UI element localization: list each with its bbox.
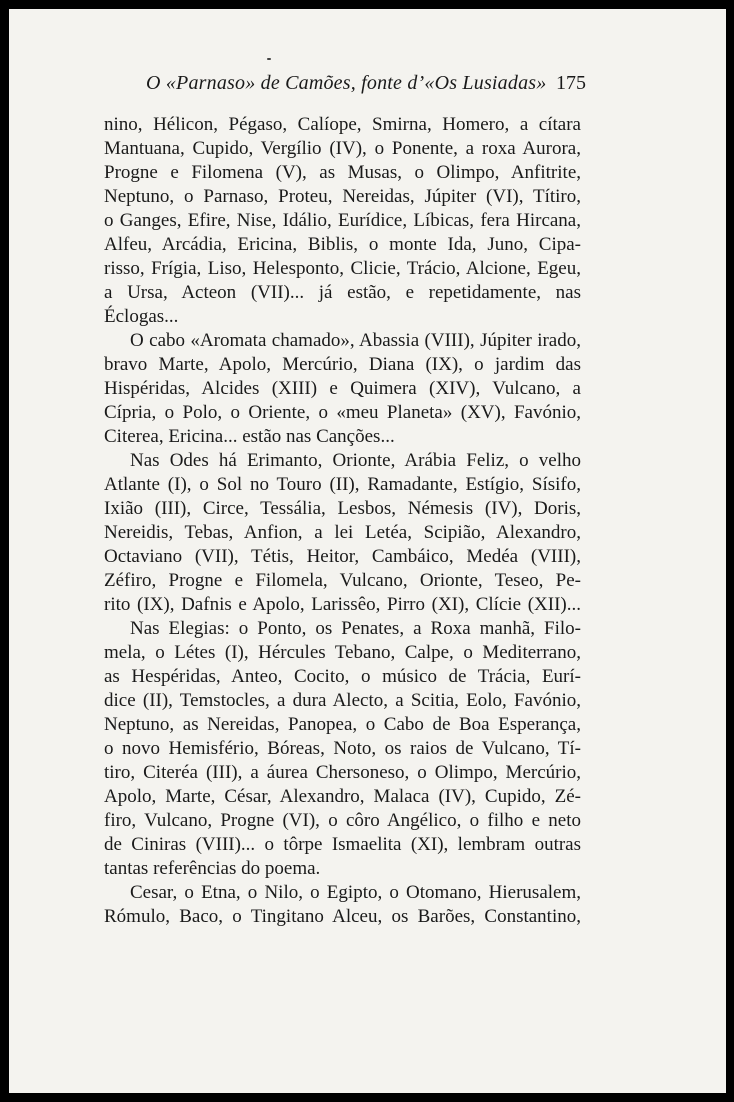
text-line: Nas Odes há Erimanto, Orionte, Arábia Feliz, o velho: [130, 450, 581, 471]
text-line: firo, Vulcano, Progne (VI), o côro Angélico, o filho e neto: [104, 810, 581, 831]
text-line: Cesar, o Etna, o Nilo, o Egipto, o Otomano, Hierusalem,: [130, 882, 581, 903]
text-line: Atlante (I), o Sol no Touro (II), Ramadante, Estígio, Sísifo,: [104, 474, 581, 495]
text-line: Neptuno, as Nereidas, Panopea, o Cabo de Boa Esperança,: [104, 714, 581, 735]
text-line: o novo Hemisfério, Bóreas, Noto, os raios de Vulcano, Tí-: [104, 738, 581, 759]
text-line: Rómulo, Baco, o Tingitano Alceu, os Barões, Constantino,: [104, 906, 581, 927]
text-line: risso, Frígia, Liso, Helesponto, Clicie, Trácio, Alcione, Egeu,: [104, 258, 581, 279]
text-line: de Ciniras (VIII)... o tôrpe Ismaelita (XI), lembram outras: [104, 834, 581, 855]
text-line: tantas referências do poema.: [104, 858, 321, 879]
text-line: Mantuana, Cupido, Vergílio (IV), o Ponente, a roxa Aurora,: [104, 138, 581, 159]
book-page: [9, 9, 726, 1093]
text-line: Ixião (III), Circe, Tessália, Lesbos, Némesis (IV), Doris,: [104, 498, 581, 519]
text-line: as Hespéridas, Anteo, Cocito, o músico de Trácia, Eurí-: [104, 666, 581, 687]
text-line: O cabo «Aromata chamado», Abassia (VIII), Júpiter irado,: [130, 330, 581, 351]
text-line: Apolo, Marte, César, Alexandro, Malaca (IV), Cupido, Zé-: [104, 786, 581, 807]
text-line: Zéfiro, Progne e Filomela, Vulcano, Orionte, Teseo, Pe-: [104, 570, 581, 591]
running-title: O «Parnaso» de Camões, fonte d’«Os Lusiadas»: [146, 72, 547, 94]
text-line: Cípria, o Polo, o Oriente, o «meu Planeta» (XV), Favónio,: [104, 402, 581, 423]
text-line: Nas Elegias: o Ponto, os Penates, a Roxa manhã, Filo-: [130, 618, 581, 639]
text-line: a Ursa, Acteon (VII)... já estão, e repetidamente, nas: [104, 282, 581, 303]
text-line: Alfeu, Arcádia, Ericina, Biblis, o monte Ida, Juno, Cipa-: [104, 234, 581, 255]
text-line: nino, Hélicon, Pégaso, Calíope, Smirna, Homero, a cítara: [104, 114, 581, 135]
text-line: mela, o Létes (I), Hércules Tebano, Calpe, o Mediterrano,: [104, 642, 581, 663]
text-line: Hispéridas, Alcides (XIII) e Quimera (XIV), Vulcano, a: [104, 378, 581, 399]
ink-speck: [267, 58, 271, 60]
page-header: [146, 72, 586, 102]
text-line: bravo Marte, Apolo, Mercúrio, Diana (IX), o jardim das: [104, 354, 581, 375]
page-number: 175: [556, 72, 586, 94]
text-line: Éclogas...: [104, 306, 179, 327]
text-line: tiro, Citeréa (III), a áurea Chersoneso, o Olimpo, Mercúrio,: [104, 762, 581, 783]
text-line: o Ganges, Efire, Nise, Idálio, Eurídice, Líbicas, fera Hircana,: [104, 210, 581, 231]
text-line: Progne e Filomena (V), as Musas, o Olimpo, Anfitrite,: [104, 162, 581, 183]
text-line: Nereidis, Tebas, Anfion, a lei Letéa, Scipião, Alexandro,: [104, 522, 581, 543]
text-line: Citerea, Ericina... estão nas Canções...: [104, 426, 395, 447]
body-text: [104, 113, 581, 929]
text-line: rito (IX), Dafnis e Apolo, Larissêo, Pirro (XI), Clície (XII)...: [104, 594, 581, 615]
text-line: Octaviano (VII), Tétis, Heitor, Cambáico, Medéa (VIII),: [104, 546, 581, 567]
text-line: dice (II), Temstocles, a dura Alecto, a Scitia, Eolo, Favónio,: [104, 690, 581, 711]
text-line: Neptuno, o Parnaso, Proteu, Nereidas, Júpiter (VI), Títiro,: [104, 186, 581, 207]
